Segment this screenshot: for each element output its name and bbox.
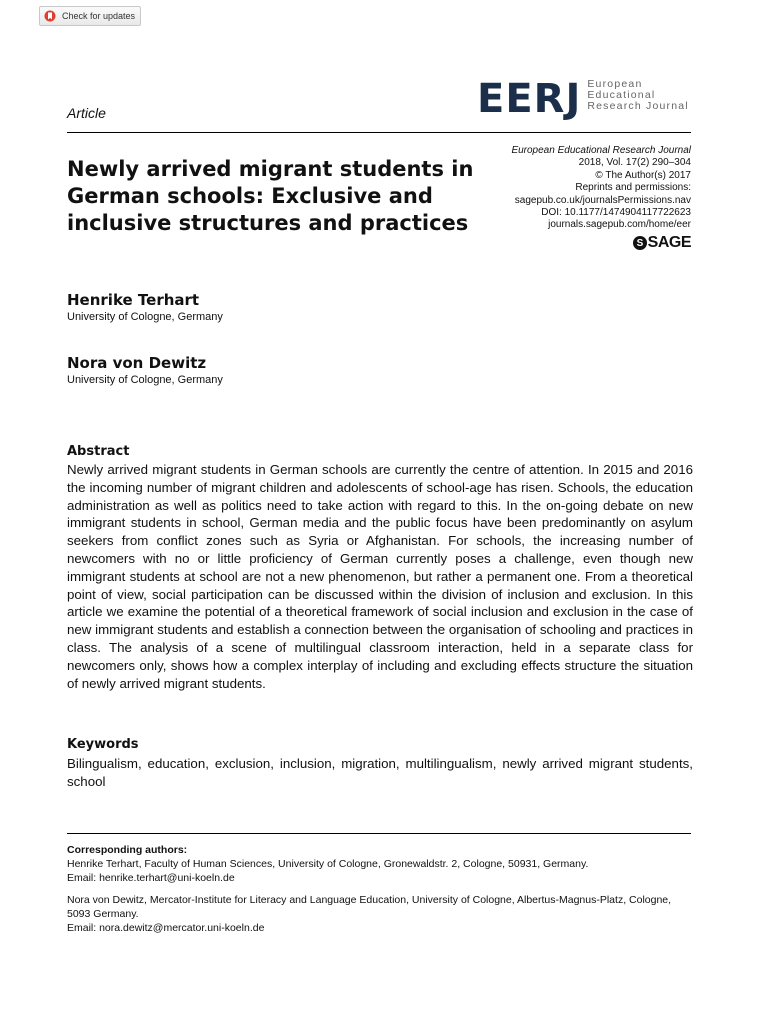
journal-logo-letters: EERJ (477, 76, 582, 122)
copyright: © The Author(s) 2017 (595, 169, 691, 181)
sage-s-icon: S (633, 236, 647, 250)
publisher-logo (633, 234, 691, 252)
article-type-label: Article (67, 105, 106, 121)
article-title: Newly arrived migrant students in German schools: Exclusive and inclusive structures and practices (67, 157, 474, 235)
permissions-link[interactable]: sagepub.co.uk/journalsPermissions.nav (514, 194, 691, 206)
journal-logo-line1: European (587, 78, 643, 90)
journal-logo (477, 78, 689, 120)
footnote-divider (67, 833, 691, 834)
reprints-label: Reprints and permissions: (575, 182, 691, 194)
spacer (67, 885, 693, 893)
author-name: Nora von Dewitz (67, 354, 207, 372)
journal-homepage-link[interactable]: journals.sagepub.com/home/eer (548, 219, 691, 231)
abstract-text: Newly arrived migrant students in German schools are currently the centre of attention. In 2015 and 2016 the incoming number of migrant children and adolescents of school-age has risen. Schools, the education administration as well as politics need to take action with regard to this. In the on-going debate on new immigrant students in school, German media and the public focus have been predominantly on asylum seekers from conflict zones such as Syria or Afghanistan. For schools, the increasing number of newcomers with no or little proficiency of German currently poses a challenge, even though new immigrant students at school are not a new phenomenon, but rather a permanent one. From a theoretical point of view, social participation can be discussed within the division of inclusion and exclusion. In this article we examine the potential of a theoretical framework of social inclusion and exclusion in the case of new immigrant students and establish a connection between the organisation of schooling and practices in class. The analysis of a scene of multilingual classroom interaction, held in a separate class for newcomers only, shows how a complex interplay of including and excluding effects structure the situation of newly arrived migrant students. (67, 462, 693, 691)
journal-logo-subtitle (587, 79, 689, 112)
keywords-text: Bilingualism, education, exclusion, inclusion, migration, multilingualism, newly arrived migrant students, school (67, 756, 693, 789)
corresponding-heading: Corresponding authors: (67, 844, 188, 856)
author-name: Henrike Terhart (67, 291, 200, 309)
check-for-updates-label: Check for updates (62, 11, 136, 21)
header-divider (67, 132, 691, 133)
publisher-name: SAGE (647, 234, 691, 251)
author-affiliation: University of Cologne, Germany (67, 311, 223, 323)
journal-logo-line3: Research Journal (587, 100, 689, 112)
check-for-updates-button[interactable] (39, 6, 141, 26)
keywords-heading: Keywords (67, 737, 139, 752)
email-link-1[interactable]: Email: henrike.terhart@uni-koeln.de (67, 872, 235, 884)
bookmark-icon (44, 10, 56, 22)
journal-metadata (511, 145, 691, 232)
journal-name: European Educational Research Journal (511, 145, 691, 156)
corresponding-author-2: Nora von Dewitz, Mercator-Institute for Literacy and Language Education, University of Cologne, Albertus-Magnus-Platz, Cologne, 5093 Germany. (67, 894, 672, 920)
journal-volume: 2018, Vol. 17(2) 290–304 (578, 157, 691, 169)
corresponding-authors (67, 843, 693, 935)
corresponding-author-1: Henrike Terhart, Faculty of Human Sciences, University of Cologne, Gronewaldstr. 2, Cologne, 50931, Germany. (67, 858, 589, 870)
doi[interactable]: DOI: 10.1177/1474904117722623 (541, 207, 691, 219)
author-affiliation: University of Cologne, Germany (67, 374, 223, 386)
abstract-heading: Abstract (67, 444, 130, 459)
email-link-2[interactable]: Email: nora.dewitz@mercator.uni-koeln.de (67, 922, 265, 934)
journal-logo-line2: Educational (587, 89, 656, 101)
